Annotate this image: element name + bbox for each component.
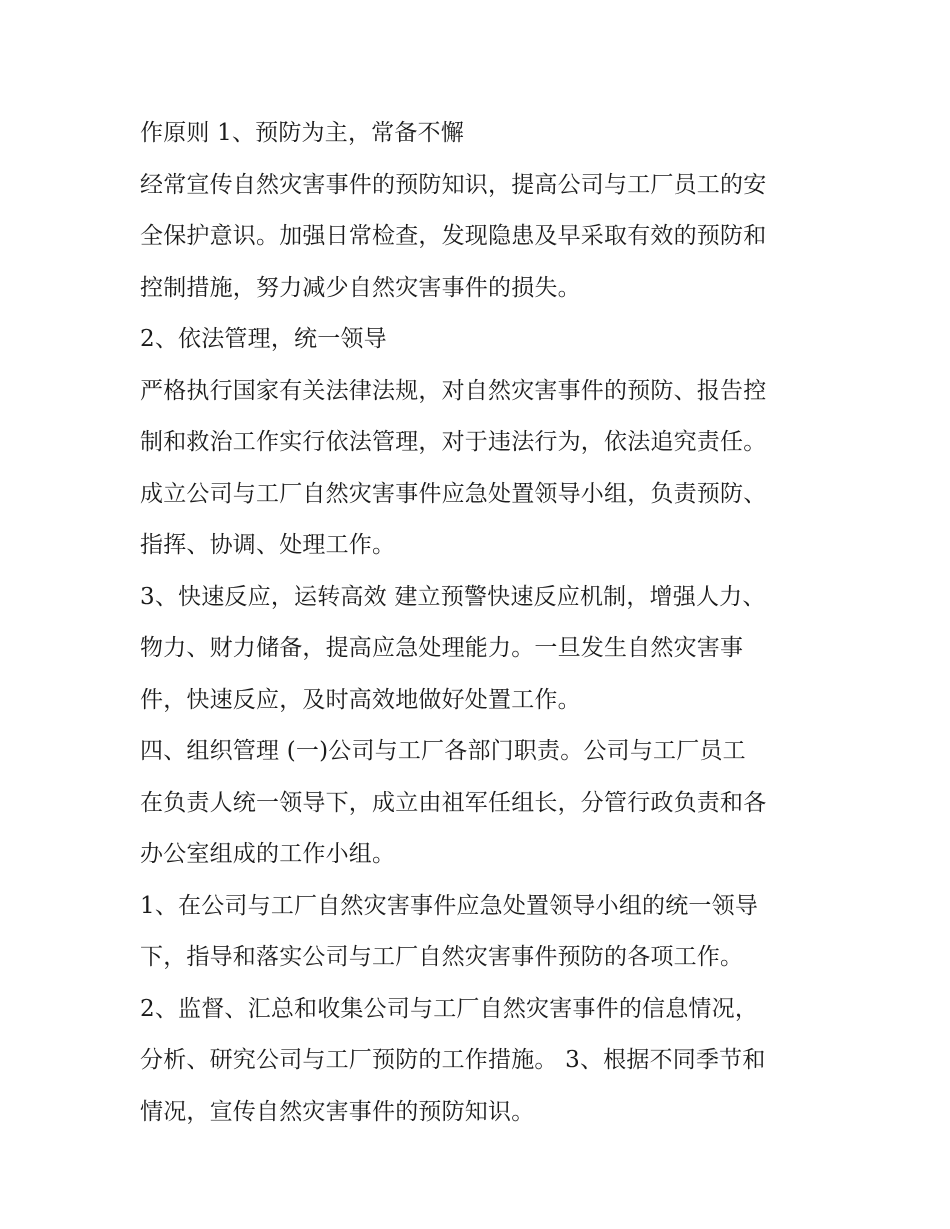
document-body (140, 108, 820, 1138)
text-line: 分析、研究公司与工厂预防的工作措施。 3、根据不同季节和 (140, 1047, 766, 1073)
text-line: 经常宣传自然灾害事件的预防知识，提高公司与工厂员工的安 (140, 171, 767, 198)
text-line: 指挥、协调、处理工作。 (140, 532, 396, 558)
text-line: 办公室组成的工作小组。 (140, 841, 396, 867)
text-line: 严格执行国家有关法律法规，对自然灾害事件的预防、报告控 (140, 377, 767, 404)
text-line: 控制措施，努力减少自然灾害事件的损失。 (140, 274, 581, 301)
text-line: 在负责人统一领导下，成立由祖军任组长，分管行政负责和各 (140, 789, 767, 816)
text-line: 3、快速反应，运转高效 建立预警快速反应机制，增强人力、 (140, 583, 766, 610)
text-line: 物力、财力储备，提高应急处理能力。一旦发生自然灾害事 (140, 635, 744, 661)
text-line: 情况，宣传自然灾害事件的预防知识。 (140, 1098, 535, 1125)
text-line: 制和救治工作实行依法管理，对于违法行为，依法追究责任。 (140, 429, 767, 455)
text-line: 件，快速反应，及时高效地做好处置工作。 (140, 686, 581, 713)
text-line: 全保护意识。加强日常检查，发现隐患及早采取有效的预防和 (140, 223, 767, 249)
text-line: 1、在公司与工厂自然灾害事件应急处置领导小组的统一领导 (140, 892, 759, 919)
text-line: 成立公司与工厂自然灾害事件应急处置领导小组，负责预防、 (140, 480, 767, 507)
text-line: 作原则 1、预防为主，常备不懈 (140, 120, 464, 146)
text-line: 四、组织管理 (一)公司与工厂各部门职责。公司与工厂员工 (140, 738, 746, 764)
text-line: 2、监督、汇总和收集公司与工厂自然灾害事件的信息情况， (140, 995, 759, 1022)
text-line: 2、依法管理，统一领导 (140, 326, 387, 352)
text-line: 下，指导和落实公司与工厂自然灾害事件预防的各项工作。 (140, 944, 744, 970)
